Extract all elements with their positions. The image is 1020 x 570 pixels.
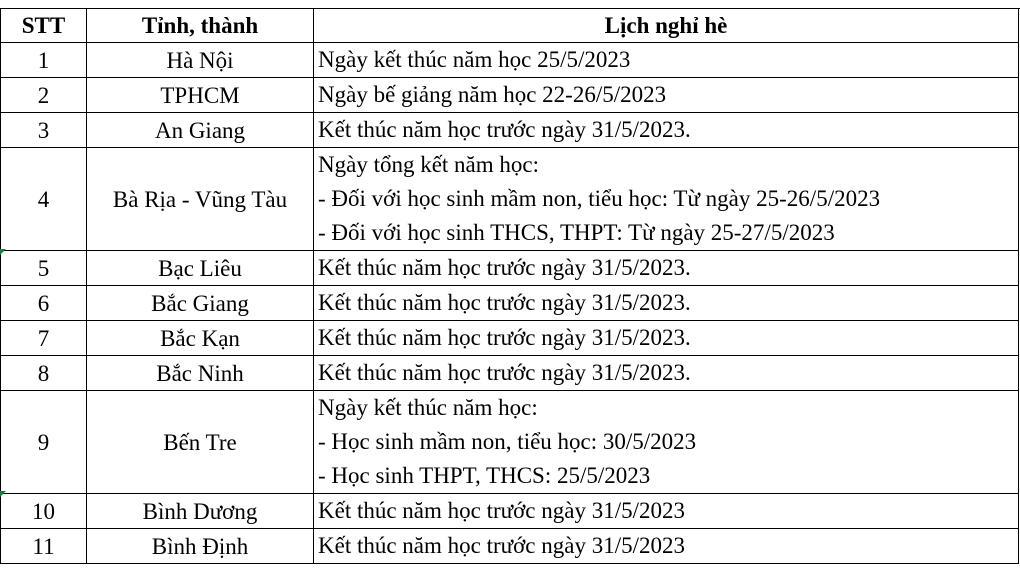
cell-stt[interactable]: 1 (1, 43, 87, 78)
comment-marker-row-10[interactable] (0, 491, 6, 497)
schedule-line: Ngày bế giảng năm học 22-26/5/2023 (318, 82, 667, 107)
summer-break-table (0, 8, 1019, 564)
schedule-line: Ngày kết thúc năm học: (318, 395, 538, 420)
cell-schedule[interactable] (314, 529, 1019, 564)
cell-schedule[interactable] (314, 286, 1019, 321)
schedule-line: Kết thúc năm học trước ngày 31/5/2023. (318, 325, 691, 350)
cell-province[interactable]: Bình Định (87, 529, 314, 564)
cell-province[interactable]: An Giang (87, 113, 314, 148)
comment-marker-row-5[interactable] (0, 249, 6, 255)
cell-schedule[interactable] (314, 78, 1019, 113)
cell-schedule[interactable] (314, 113, 1019, 148)
table-row (1, 494, 1019, 529)
table-row (1, 321, 1019, 356)
schedule-line: - Học sinh THPT, THCS: 25/5/2023 (318, 463, 651, 488)
table-row (1, 78, 1019, 113)
schedule-line: Kết thúc năm học trước ngày 31/5/2023 (318, 498, 685, 523)
header-stt[interactable]: STT (1, 9, 87, 43)
table-row (1, 251, 1019, 286)
header-schedule[interactable]: Lịch nghỉ hè (314, 9, 1019, 43)
table-row (1, 148, 1019, 251)
cell-stt[interactable]: 11 (1, 529, 87, 564)
cell-province[interactable]: Bến Tre (87, 391, 314, 494)
table-row (1, 356, 1019, 391)
cell-stt[interactable]: 9 (1, 391, 87, 494)
cell-schedule[interactable] (314, 391, 1019, 494)
cell-schedule[interactable] (314, 148, 1019, 251)
schedule-line: Ngày tổng kết năm học: (318, 152, 540, 177)
schedule-line: Kết thúc năm học trước ngày 31/5/2023. (318, 255, 691, 280)
cell-schedule[interactable] (314, 356, 1019, 391)
cell-stt[interactable]: 4 (1, 148, 87, 251)
cell-province[interactable]: Bắc Giang (87, 286, 314, 321)
schedule-line: Kết thúc năm học trước ngày 31/5/2023 (318, 533, 685, 558)
table-row (1, 43, 1019, 78)
cell-province[interactable]: Bà Rịa - Vũng Tàu (87, 148, 314, 251)
table-row (1, 391, 1019, 494)
schedule-line: - Đối với học sinh THCS, THPT: Từ ngày 25-27/5/2023 (318, 220, 835, 245)
schedule-line: Ngày kết thúc năm học 25/5/2023 (318, 47, 631, 72)
cell-stt[interactable]: 8 (1, 356, 87, 391)
header-province[interactable]: Tỉnh, thành (87, 9, 314, 43)
table-row (1, 286, 1019, 321)
cell-schedule[interactable] (314, 43, 1019, 78)
cell-schedule[interactable] (314, 321, 1019, 356)
cell-stt[interactable]: 7 (1, 321, 87, 356)
cell-schedule[interactable] (314, 494, 1019, 529)
header-row (1, 9, 1019, 43)
cell-stt[interactable]: 2 (1, 78, 87, 113)
schedule-line: Kết thúc năm học trước ngày 31/5/2023. (318, 360, 691, 385)
schedule-line: - Học sinh mầm non, tiểu học: 30/5/2023 (318, 429, 697, 454)
cell-province[interactable]: Bắc Kạn (87, 321, 314, 356)
cell-province[interactable]: Bình Dương (87, 494, 314, 529)
table-row (1, 529, 1019, 564)
cell-schedule[interactable] (314, 251, 1019, 286)
schedule-line: Kết thúc năm học trước ngày 31/5/2023. (318, 117, 691, 142)
cell-stt[interactable]: 5 (1, 251, 87, 286)
table-row (1, 113, 1019, 148)
cell-province[interactable]: Hà Nội (87, 43, 314, 78)
cell-province[interactable]: TPHCM (87, 78, 314, 113)
cell-stt[interactable]: 3 (1, 113, 87, 148)
schedule-line: - Đối với học sinh mầm non, tiểu học: Từ ngày 25-26/5/2023 (318, 186, 881, 211)
cell-province[interactable]: Bắc Ninh (87, 356, 314, 391)
cell-stt[interactable]: 6 (1, 286, 87, 321)
cell-province[interactable]: Bạc Liêu (87, 251, 314, 286)
cell-stt[interactable]: 10 (1, 494, 87, 529)
schedule-line: Kết thúc năm học trước ngày 31/5/2023. (318, 290, 691, 315)
